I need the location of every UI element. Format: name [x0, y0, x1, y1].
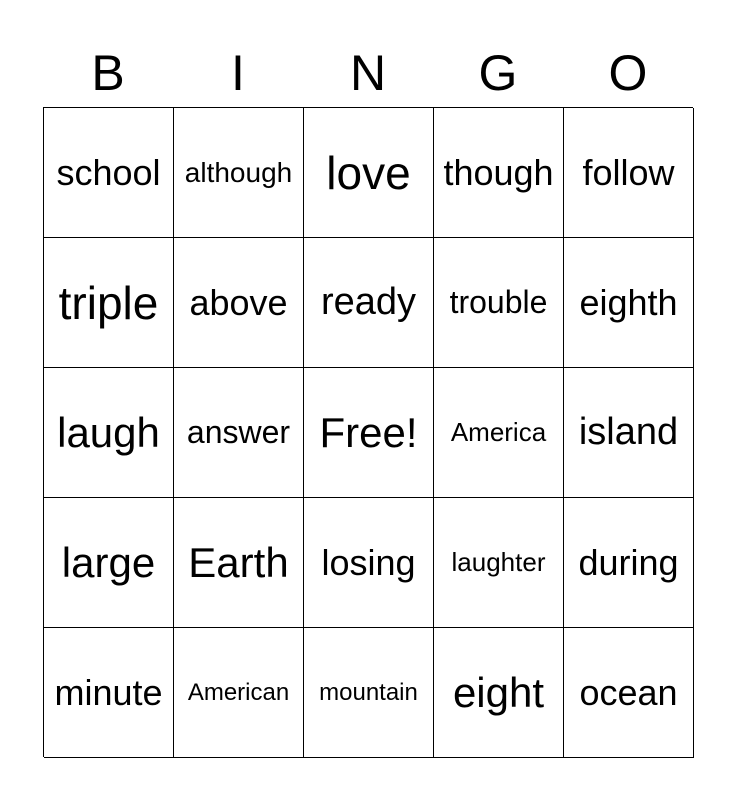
bingo-cell[interactable]: though — [434, 108, 564, 238]
bingo-cell[interactable]: school — [44, 108, 174, 238]
bingo-cell[interactable]: minute — [44, 628, 174, 758]
bingo-cell[interactable]: follow — [564, 108, 694, 238]
bingo-cell[interactable]: eighth — [564, 238, 694, 368]
header-letter-n: N — [349, 45, 387, 101]
bingo-card-grid — [43, 107, 693, 757]
bingo-cell[interactable]: losing — [304, 498, 434, 628]
bingo-cell[interactable]: love — [304, 108, 434, 238]
bingo-cell[interactable]: Earth — [174, 498, 304, 628]
bingo-cell[interactable]: above — [174, 238, 304, 368]
bingo-cell[interactable]: during — [564, 498, 694, 628]
bingo-cell[interactable]: island — [564, 368, 694, 498]
bingo-cell[interactable]: American — [174, 628, 304, 758]
bingo-cell[interactable]: mountain — [304, 628, 434, 758]
bingo-cell[interactable]: ready — [304, 238, 434, 368]
header-letter-i: I — [231, 45, 245, 101]
header-letter-b: B — [91, 45, 125, 101]
bingo-cell[interactable]: answer — [174, 368, 304, 498]
header-letter-g: G — [478, 45, 518, 101]
bingo-cell[interactable]: ocean — [564, 628, 694, 758]
bingo-cell[interactable]: large — [44, 498, 174, 628]
header-letter-o: O — [608, 45, 648, 101]
bingo-cell[interactable]: laughter — [434, 498, 564, 628]
bingo-cell[interactable]: America — [434, 368, 564, 498]
bingo-cell[interactable]: triple — [44, 238, 174, 368]
free-space-cell[interactable]: Free! — [304, 368, 434, 498]
bingo-header — [43, 40, 693, 106]
bingo-cell[interactable]: although — [174, 108, 304, 238]
bingo-cell[interactable]: eight — [434, 628, 564, 758]
bingo-cell[interactable]: laugh — [44, 368, 174, 498]
bingo-cell[interactable]: trouble — [434, 238, 564, 368]
